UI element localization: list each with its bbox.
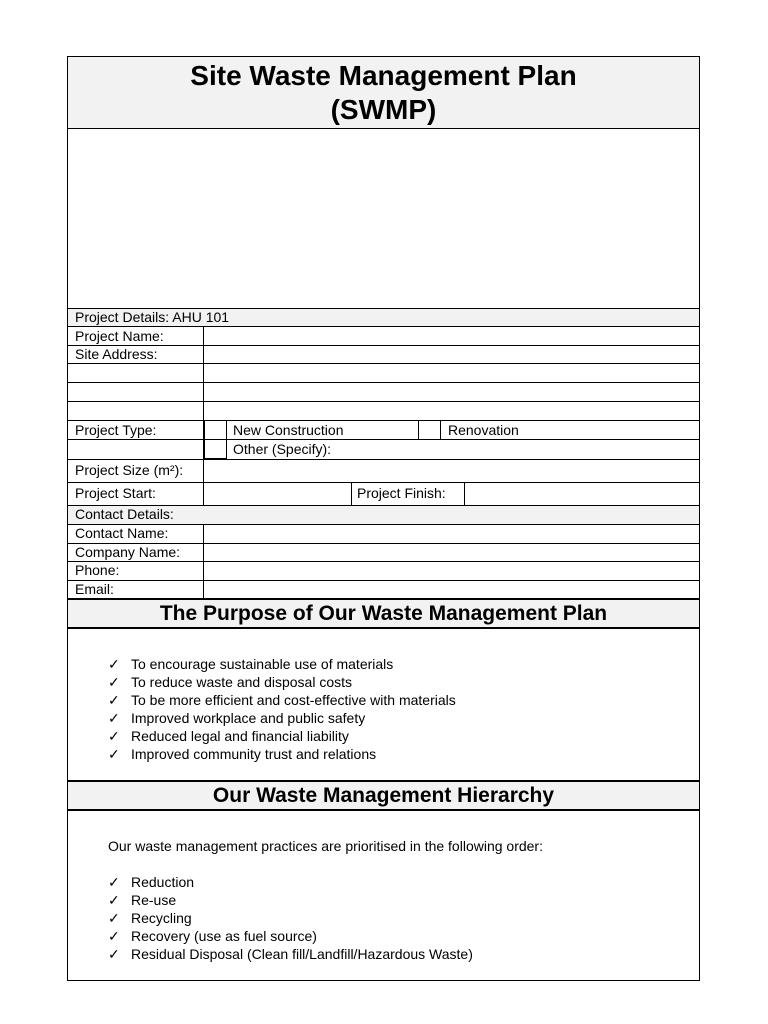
other-checkbox[interactable]	[204, 439, 227, 459]
purpose-item	[108, 655, 456, 673]
other-specify-label: Other (Specify):	[233, 441, 332, 457]
purpose-item-text: Reduced legal and financial liability	[131, 728, 349, 744]
hierarchy-item-text: Reduction	[131, 874, 195, 890]
purpose-item-text: To be more efficient and cost-effective with materials	[131, 692, 456, 708]
hierarchy-item	[108, 945, 473, 963]
swmp-form	[67, 56, 700, 981]
purpose-heading: The Purpose of Our Waste Management Plan	[68, 600, 699, 628]
hierarchy-item	[108, 873, 473, 891]
hierarchy-item	[108, 927, 473, 945]
purpose-item-text: To encourage sustainable use of materials	[131, 656, 394, 672]
page-title: Site Waste Management Plan	[190, 60, 577, 91]
hierarchy-item-text: Recovery (use as fuel source)	[131, 928, 317, 944]
hierarchy-item	[108, 891, 473, 909]
project-start-label: Project Start:	[75, 485, 156, 501]
phone-field[interactable]	[204, 562, 699, 580]
phone-label: Phone:	[75, 562, 120, 578]
project-size-field[interactable]	[204, 460, 699, 482]
new-construction-label: New Construction	[233, 422, 344, 438]
purpose-item	[108, 745, 456, 763]
renovation-checkbox[interactable]	[418, 420, 441, 440]
checkmark-icon: ✓	[108, 674, 120, 690]
site-address-label: Site Address:	[75, 346, 158, 362]
checkmark-icon: ✓	[108, 728, 120, 744]
project-finish-field[interactable]	[465, 483, 699, 505]
contact-details-label: Contact Details:	[75, 506, 174, 522]
email-label: Email:	[75, 581, 114, 597]
hierarchy-list	[108, 873, 473, 963]
hierarchy-item	[108, 909, 473, 927]
checkmark-icon: ✓	[108, 710, 120, 726]
project-name-field[interactable]	[204, 327, 699, 345]
purpose-item	[108, 691, 456, 709]
new-construction-checkbox[interactable]	[204, 420, 227, 440]
purpose-item-text: Improved community trust and relations	[131, 746, 377, 762]
checkmark-icon: ✓	[108, 746, 120, 762]
purpose-item	[108, 673, 456, 691]
checkmark-icon: ✓	[108, 692, 120, 708]
purpose-item-text: Improved workplace and public safety	[131, 710, 366, 726]
hierarchy-intro: Our waste management practices are prioritised in the following order:	[108, 838, 543, 854]
checkmark-icon: ✓	[108, 874, 120, 890]
project-details-label: Project Details: AHU 101	[75, 309, 230, 325]
title-block	[68, 57, 699, 129]
checkmark-icon: ✓	[108, 946, 120, 962]
email-field[interactable]	[204, 581, 699, 598]
checkmark-icon: ✓	[108, 656, 120, 672]
renovation-label: Renovation	[448, 422, 519, 438]
project-name-label: Project Name:	[75, 328, 164, 344]
site-address-field-4[interactable]	[204, 402, 699, 420]
site-address-field-2[interactable]	[204, 364, 699, 382]
site-address-field-3[interactable]	[204, 383, 699, 401]
purpose-list	[108, 655, 456, 763]
checkmark-icon: ✓	[108, 892, 120, 908]
checkmark-icon: ✓	[108, 910, 120, 926]
logo-area	[68, 129, 699, 308]
project-size-label: Project Size (m²):	[75, 462, 184, 478]
project-start-field[interactable]	[204, 483, 351, 505]
purpose-item	[108, 709, 456, 727]
company-name-field[interactable]	[204, 544, 699, 561]
company-name-label: Company Name:	[75, 544, 181, 560]
hierarchy-item-text: Recycling	[131, 910, 192, 926]
project-type-label: Project Type:	[75, 422, 157, 438]
contact-name-label: Contact Name:	[75, 525, 169, 541]
checkmark-icon: ✓	[108, 928, 120, 944]
page-subtitle: (SWMP)	[330, 94, 437, 125]
hierarchy-item-text: Re-use	[131, 892, 177, 908]
purpose-item-text: To reduce waste and disposal costs	[131, 674, 353, 690]
project-finish-label: Project Finish:	[357, 485, 446, 501]
site-address-field[interactable]	[204, 346, 699, 363]
contact-name-field[interactable]	[204, 525, 699, 543]
hierarchy-heading: Our Waste Management Hierarchy	[68, 782, 699, 810]
purpose-item	[108, 727, 456, 745]
hierarchy-item-text: Residual Disposal (Clean fill/Landfill/Hazardous Waste)	[131, 946, 473, 962]
